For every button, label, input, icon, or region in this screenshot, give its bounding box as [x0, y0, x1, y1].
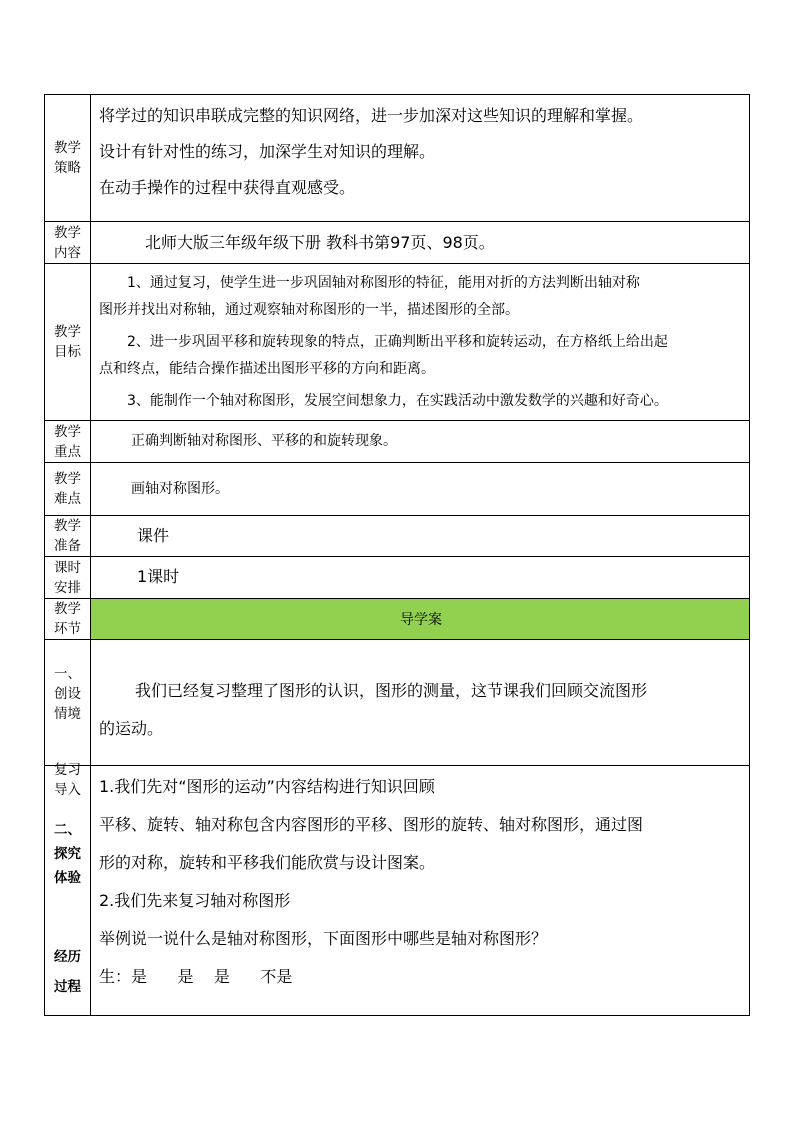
strategy-line-1: 将学过的知识串联成完整的知识网络，进一步加深对这些知识的理解和掌握。: [99, 106, 644, 125]
label-stage: 教学 环节: [45, 599, 91, 639]
content-time: [91, 557, 749, 598]
label-section-2: [45, 766, 91, 1015]
content-key: [91, 421, 749, 462]
key-text: 正确判断轴对称图形、平移的和旋转现象。: [131, 433, 397, 449]
row-key: [44, 421, 750, 463]
goal-line-4: 点和终点，能结合操作描述出图形平移的方向和距离。: [99, 361, 435, 377]
stage-text: 导学案: [400, 612, 442, 628]
row-goals: [44, 264, 750, 421]
content-section-2: [91, 766, 749, 1015]
strategy-line-2: 设计有针对性的练习，加深学生对知识的理解。: [99, 142, 436, 161]
goal-line-5: 3、能制作一个轴对称图形，发展空间想象力，在实践活动中激发数学的兴趣和好奇心。: [127, 393, 668, 409]
section-2-line-1: 1.我们先对“图形的运动”内容结构进行知识回顾: [99, 777, 435, 796]
section-2-line-3: 形的对称，旋转和平移我们能欣赏与设计图案。: [99, 853, 436, 872]
label-strategy: 教学 策略: [45, 95, 91, 221]
label-content: 教学 内容: [45, 222, 91, 263]
row-difficulty: [44, 463, 750, 516]
content-text: 北师大版三年级年级下册 教科书第97页、98页。: [145, 232, 495, 252]
section-2-line-5: 举例说一说什么是轴对称图形，下面图形中哪些是轴对称图形？: [99, 929, 548, 948]
content-section-1: [91, 640, 749, 765]
row-prep: [44, 516, 750, 557]
section-2-line-4: 2.我们先来复习轴对称图形: [99, 891, 291, 910]
label-key: 教学 重点: [45, 421, 91, 462]
section-2-line-2: 平移、旋转、轴对称包含内容图形的平移、图形的旋转、轴对称图形，通过图: [99, 815, 644, 834]
label-section-1: [45, 640, 91, 798]
row-time: [44, 557, 750, 599]
time-text: 1课时: [137, 567, 180, 586]
goal-line-2: 图形并找出对称轴，通过观察轴对称图形的一半，描述图形的全部。: [99, 302, 519, 318]
label-goals: 教学 目标: [45, 264, 91, 420]
row-content: [44, 222, 750, 264]
section-1-label-top: 一、 创设 情境: [54, 666, 81, 722]
section-1-line-2: 的运动。: [99, 719, 164, 738]
prep-text: 课件: [137, 526, 170, 545]
label-difficulty: 教学 难点: [45, 463, 91, 515]
section-1-line-1: 我们已经复习整理了图形的认识，图形的测量，这节课我们回顾交流图形: [135, 681, 648, 700]
label-prep: 教学 准备: [45, 516, 91, 556]
lesson-plan-table: [44, 94, 750, 1016]
section-2-line-6: 生：是 是 是 不是: [99, 967, 293, 986]
row-stage: [44, 599, 750, 640]
content-strategy: [91, 95, 749, 221]
stage-header: [91, 599, 749, 639]
label-time: 课时 安排: [45, 557, 91, 598]
content-difficulty: [91, 463, 749, 515]
content-content: [91, 222, 749, 263]
row-section-2: [44, 766, 750, 1016]
section-2-label-bottom: 经历 过程: [54, 949, 81, 995]
goal-line-3: 2、进一步巩固平移和旋转现象的特点，正确判断出平移和旋转运动，在方格纸上给出起: [127, 334, 668, 350]
content-goals: [91, 264, 749, 420]
goal-line-1: 1、通过复习，使学生进一步巩固轴对称图形的特征，能用对折的方法判断出轴对称: [127, 275, 640, 291]
strategy-line-3: 在动手操作的过程中获得直观感受。: [99, 178, 356, 197]
difficulty-text: 画轴对称图形。: [131, 481, 229, 497]
section-1-label-bottom: 复习 导入: [54, 762, 81, 798]
content-prep: [91, 516, 749, 556]
section-2-label-top: 二、 探究 体验: [54, 822, 81, 886]
row-strategy: [44, 95, 750, 222]
